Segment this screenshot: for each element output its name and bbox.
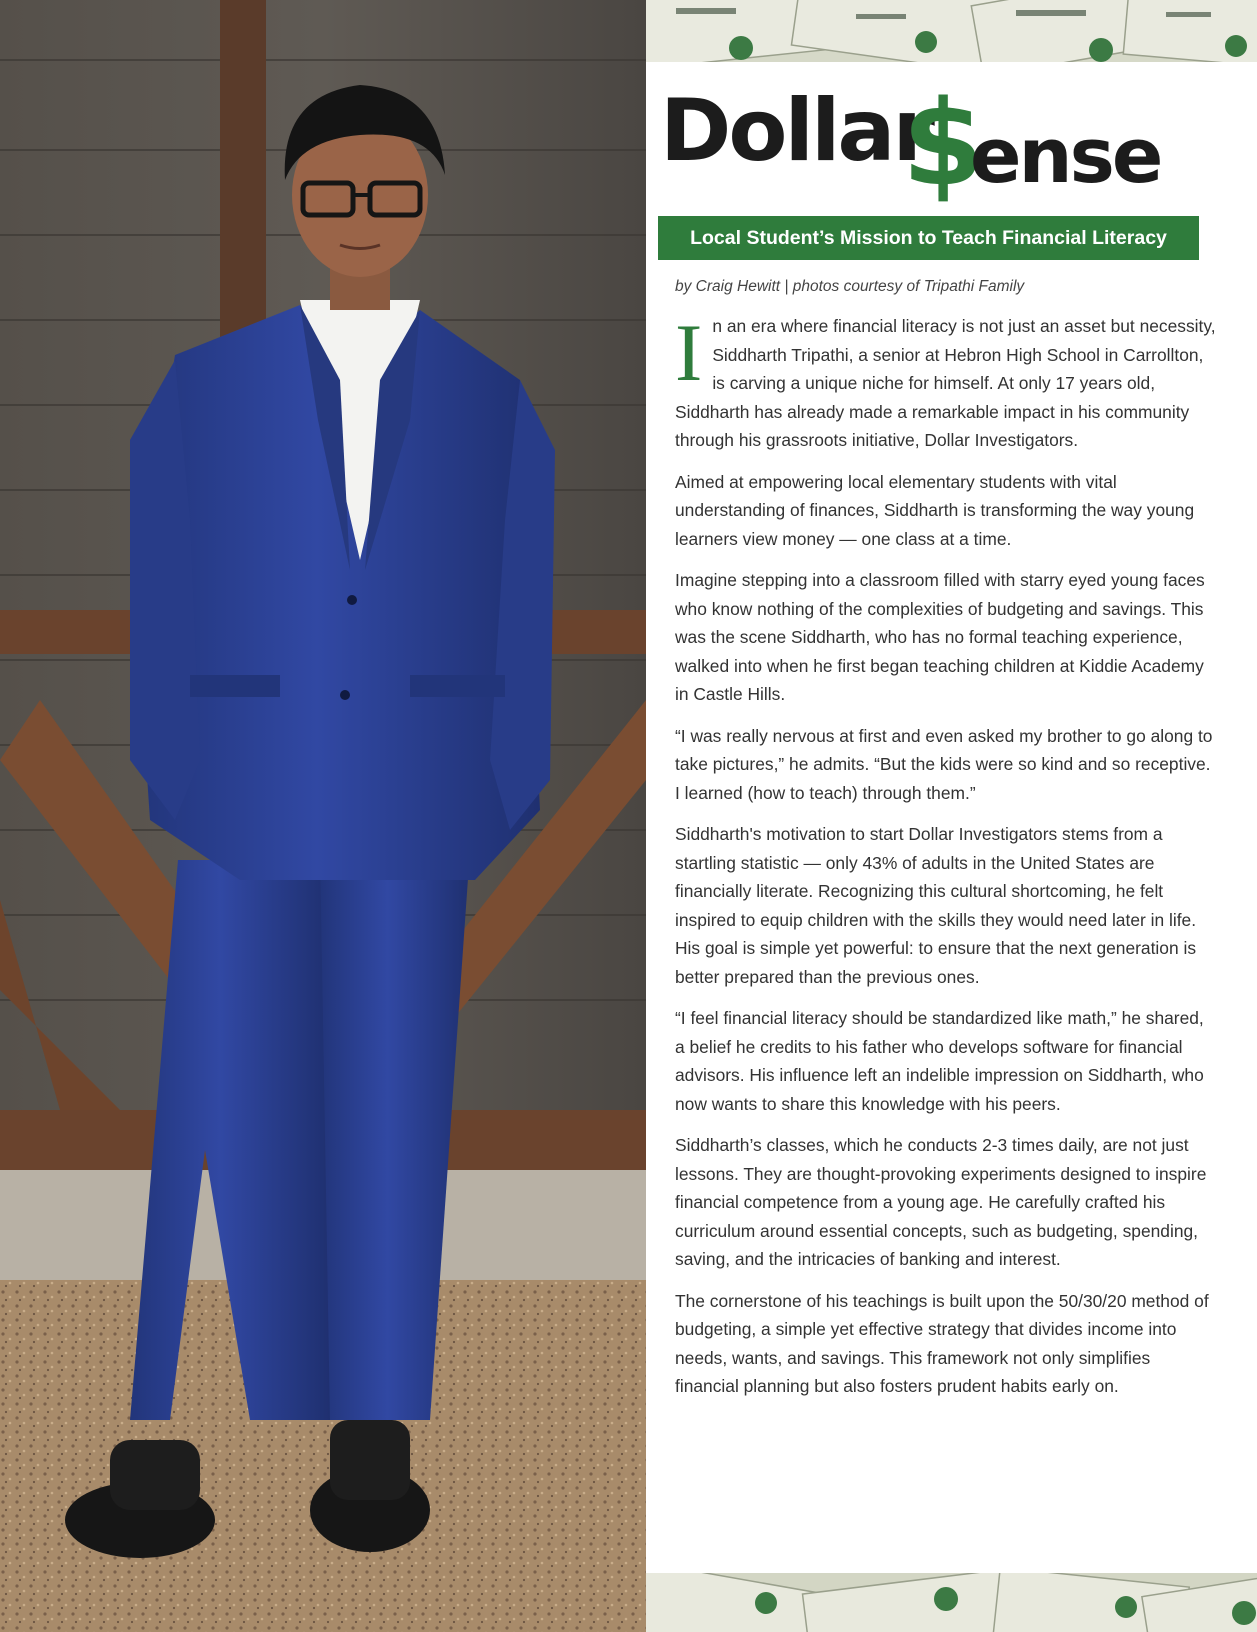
drop-cap: I [675, 307, 703, 398]
subtitle-text: Local Student’s Mission to Teach Financial Literacy [690, 226, 1167, 249]
article-body [675, 307, 1217, 1414]
paragraph: Imagine stepping into a classroom filled with starry eyed young faces who know nothing of the complexities of budgeting and savings. This was the scene Siddharth, who has no formal teaching experience, walked into when he first began teaching children at Kiddie Academy in Castle Hills. [675, 570, 1205, 704]
paragraph: Siddharth's motivation to start Dollar Investigators stems from a startling statistic — only 43% of adults in the United States are financially literate. Recognizing this cultural shortcoming, he felt inspired to equip children with the skills they would need later in life. His goal is simple yet powerful: to ensure that the next generation is better prepared than the previous ones. [675, 824, 1197, 987]
money-banner-top [646, 0, 1257, 62]
paragraph: The cornerstone of his teachings is built upon the 50/30/20 method of budgeting, a simple yet effective strategy that divides income into needs, wants, and savings. This framework not only simplifies financial planning but also fosters prudent habits early on. [675, 1290, 1209, 1396]
paragraph-text: n an era where financial literacy is not just an asset but necessity, Siddharth Tripathi, a senior at Hebron High School in Carrollton, is carving a unique niche for himself. At only 17 years old, Siddharth has already made a remarkable impact in his community through his grassroots initiative, Dollar Investigators. [675, 316, 1216, 450]
paragraph: Aimed at empowering local elementary students with vital understanding of finances, Siddharth is transforming the way young learners view money — one class at a time. [675, 471, 1195, 549]
dollar-bills-image [646, 0, 1257, 62]
dollar-bills-image [646, 1573, 1257, 1632]
money-banner-bottom [646, 1573, 1257, 1632]
masthead-sense-word: ense [970, 111, 1161, 200]
byline: by Craig Hewitt | photos courtesy of Tripathi Family [675, 278, 1025, 295]
subtitle-banner [658, 216, 1199, 260]
masthead-logo [660, 74, 1220, 212]
paragraph: “I was really nervous at first and even asked my brother to go along to take pictures,” he admits. “But the kids were so kind and so receptive. I learned (how to teach) through them.” [675, 725, 1213, 803]
paragraph [675, 307, 1217, 455]
paragraph: Siddharth’s classes, which he conducts 2-3 times daily, are not just lessons. They are thought-provoking experiments designed to inspire financial competence from a young age. He carefully crafted his curriculum around essential concepts, such as budgeting, spending, saving, and the intricacies of banking and interest. [675, 1135, 1207, 1269]
masthead-dollar-word: Dollar [660, 81, 932, 181]
masthead-dollar-sign: $ [902, 74, 985, 212]
paragraph: “I feel financial literacy should be standardized like math,” he shared, a belief he credits to his father who develops software for financial advisors. His influence left an indelible impression on Siddharth, who now wants to share this knowledge with his peers. [675, 1008, 1204, 1114]
article [646, 62, 1257, 1573]
